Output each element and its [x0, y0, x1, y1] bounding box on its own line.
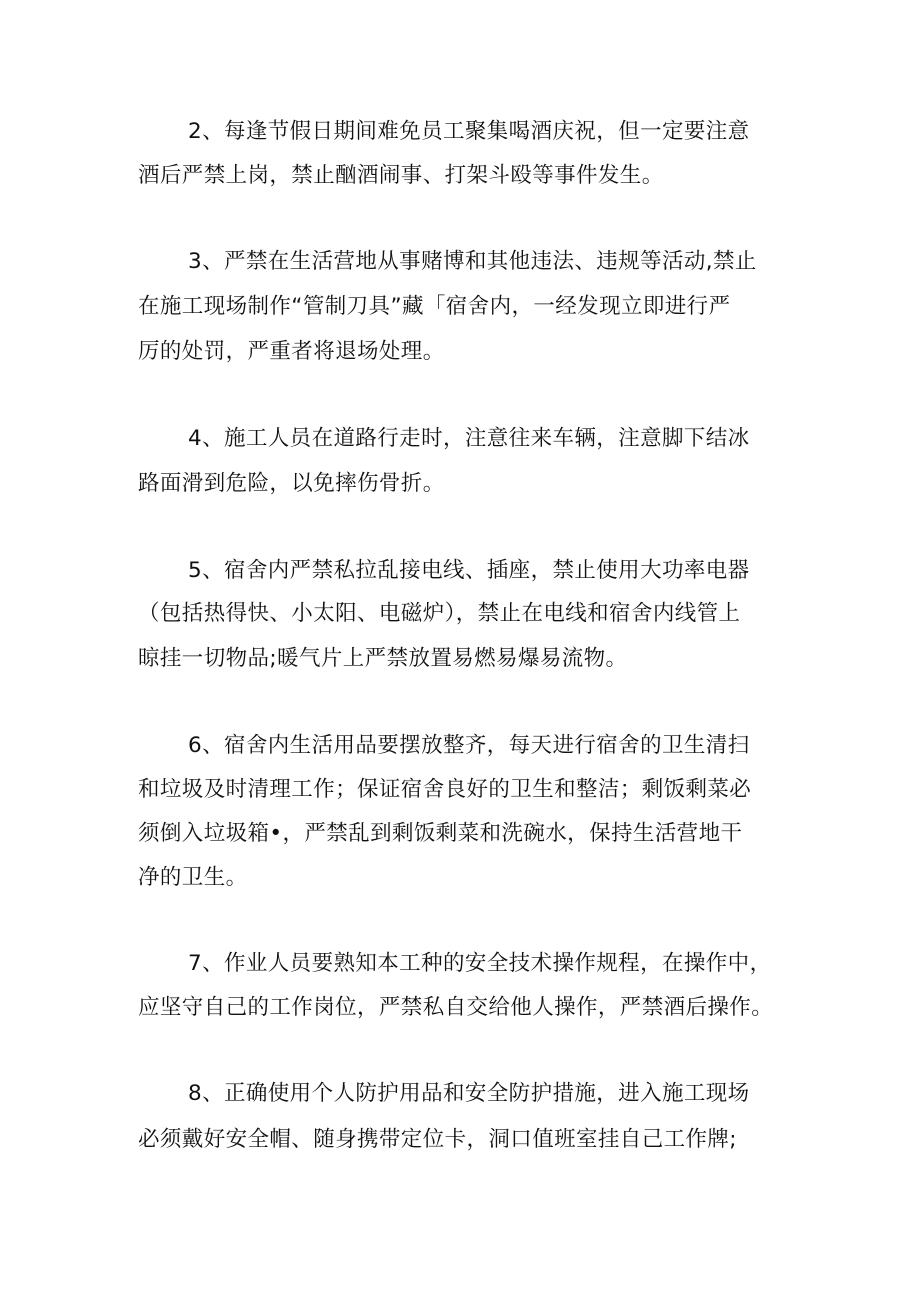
paragraph-6-line-3: 须倒入垃圾箱•，严禁乱到剩饭剩菜和洗碗水，保持生活营地干	[138, 821, 743, 846]
paragraph-6-line-2: 和垃圾及时清理工作；保证宿舍良好的卫生和整洁；剩饭剩菜必	[138, 777, 752, 802]
paragraph-8-line-1: 8、正确使用个人防护用品和安全防护措施，进入施工现场	[188, 1081, 750, 1106]
paragraph-3-line-2: 在施工现场制作“管制刀具”藏「宿舍内，一经发现立即进行严	[138, 294, 731, 319]
paragraph-5-line-1: 5、宿舍内严禁私拉乱接电线、插座，禁止使用大功率电器	[188, 558, 750, 583]
paragraph-2-line-2: 酒后严禁上岗，禁止酗酒闹事、打架斗殴等事件发生。	[138, 163, 664, 188]
paragraph-2-line-1: 2、每逢节假日期间难免员工聚集喝酒庆祝，但一定要注意	[188, 119, 750, 144]
paragraph-3-line-3: 厉的处罚，严重者将退场处理。	[138, 339, 445, 364]
paragraph-4-line-1: 4、施工人员在道路行走时，注意往来车辆，注意脚下结冰	[188, 426, 750, 451]
paragraph-5-line-3: 晾挂一切物品;暖气片上严禁放置易燃易爆易流物。	[138, 646, 628, 671]
paragraph-3-line-1: 3、严禁在生活营地从事赌博和其他违法、违规等活动,禁止	[188, 249, 757, 274]
paragraph-7-line-2: 应坚守自己的工作岗位，严禁私自交给他人操作，严禁酒后操作。	[138, 995, 774, 1020]
paragraph-6-line-1: 6、宿舍内生活用品要摆放整齐，每天进行宿舍的卫生清扫	[188, 733, 750, 758]
paragraph-8-line-2: 必须戴好安全帽、随身携带定位卡，洞口值班室挂自己工作牌;	[138, 1127, 737, 1152]
paragraph-4-line-2: 路面滑到危险，以免摔伤骨折。	[138, 471, 445, 496]
paragraph-6-line-4: 净的卫生。	[138, 865, 248, 890]
paragraph-5-line-2: （包括热得快、小太阳、电磁炉），禁止在电线和宿舍内线管上	[138, 601, 741, 626]
paragraph-7-line-1: 7、作业人员要熟知本工种的安全技术操作规程，在操作中，	[188, 951, 772, 976]
